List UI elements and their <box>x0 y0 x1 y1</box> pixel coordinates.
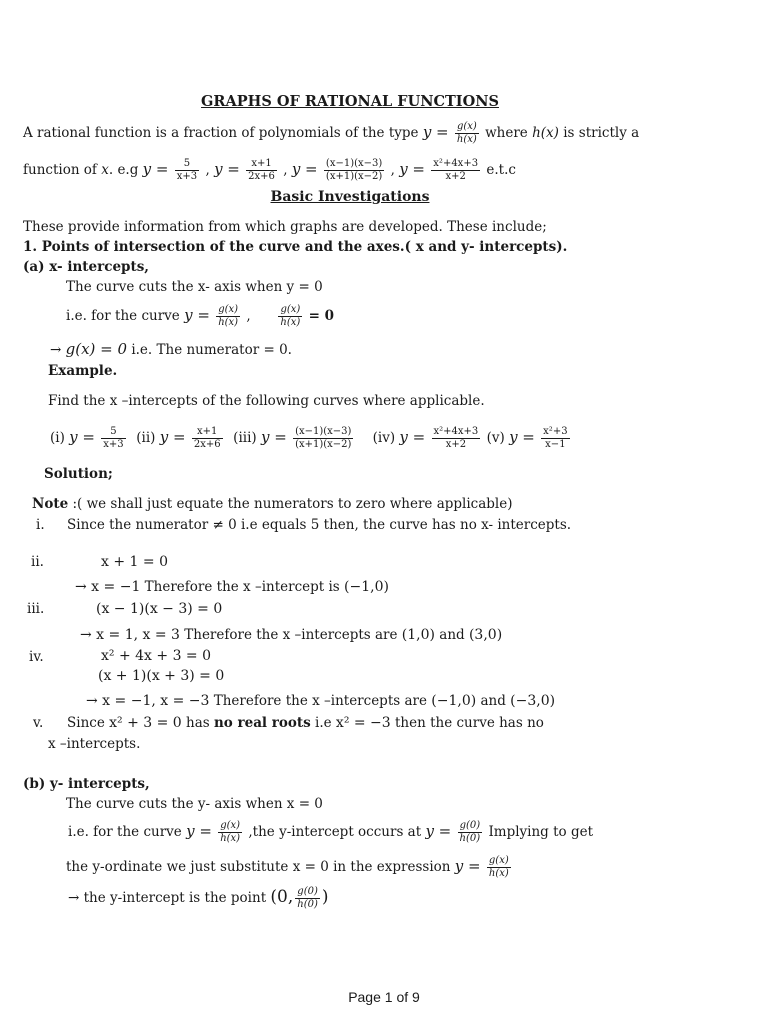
y-equals: y = <box>399 428 426 446</box>
no-real-roots: no real roots <box>213 715 311 731</box>
has-text: has <box>181 715 214 731</box>
y-equals: y = <box>260 428 287 446</box>
intercept-point: (−1,0) <box>344 579 389 595</box>
therefore-text: Therefore the x –intercepts are <box>209 693 432 709</box>
y-equals: y = <box>454 857 481 875</box>
label-i: (i) <box>50 430 65 446</box>
solution-iv-equation-1: x² + 4x + 3 = 0 <box>101 648 212 664</box>
solution-iii-number: iii. <box>27 601 45 617</box>
point-open: (0, <box>270 887 294 907</box>
solution-ii-result <box>75 578 389 596</box>
separator: , <box>390 162 395 178</box>
eg-label: . e.g <box>108 162 139 178</box>
y-intercepts-heading: (b) y- intercepts, <box>23 776 150 792</box>
y-equals: y = <box>186 822 212 840</box>
numerator-zero-line <box>50 340 292 359</box>
example-fraction-2: $\frac{x+1}{2x+6}$ <box>248 158 275 182</box>
example-y-equals: y = <box>214 160 240 178</box>
point-close: ) <box>321 887 329 907</box>
point-1-heading: 1. Points of intersection of the curve and the axes.( x and y- intercepts). <box>23 239 568 255</box>
solution-i-number: i. <box>36 517 45 533</box>
page-title: GRAPHS OF RATIONAL FUNCTIONS <box>201 93 499 110</box>
curve-fraction-iii: $\frac{(x-1)(x-3)}{(x+1)(x-2)}$ <box>295 426 352 450</box>
intercept-point: (3,0) <box>468 627 503 643</box>
solution-iv-result <box>86 692 555 710</box>
solution-iv-equation-2: (x + 1)(x + 3) = 0 <box>98 668 225 684</box>
intercept-point: (−1,0) <box>431 693 477 709</box>
solution-v-continuation: x –intercepts. <box>48 736 141 752</box>
gx-over-hx-fraction: $\frac{g(x)}{h(x)}$ <box>488 855 509 879</box>
solution-iii-value: → x = 1, x = 3 <box>80 627 180 643</box>
example-curves-row <box>50 426 572 451</box>
intercept-point: (−3,0) <box>510 693 556 709</box>
label-ii: (ii) <box>136 430 156 446</box>
example-fraction-1: $\frac{5}{x+3}$ <box>176 158 198 182</box>
label-iii: (iii) <box>233 430 257 446</box>
ie-text: i.e <box>310 715 336 731</box>
example-label: Example. <box>48 363 118 379</box>
solution-i-text: Since the numerator ≠ 0 i.e equals 5 then, the curve has no x- intercepts. <box>67 517 572 533</box>
y-equals: y = <box>69 428 95 446</box>
intro-strictly: is strictly a <box>563 125 640 141</box>
x-symbol: x <box>101 162 109 178</box>
page-number: Page 1 of 9 <box>348 989 420 1005</box>
solution-iv-value: → x = −1, x = −3 <box>86 693 210 709</box>
gx-over-hx-fraction: $\frac{g(x)}{h(x)}$ <box>280 304 301 328</box>
g0-over-h0-fraction: $\frac{g(0)}{h(0)}$ <box>297 886 318 910</box>
substitute-text: the y-ordinate we just substitute x = 0 in the expression <box>66 859 451 875</box>
y-equals: y = <box>159 428 186 446</box>
gx-equals-zero: g(x) = 0 <box>65 340 128 358</box>
gx-over-hx-fraction: $\frac{g(x)}{h(x)}$ <box>456 121 477 145</box>
y-intercept-point-line <box>68 886 329 911</box>
x-intercept-rule: The curve cuts the x- axis when y = 0 <box>66 279 323 295</box>
curve-fraction-i: $\frac{5}{x+3}$ <box>103 426 124 450</box>
example-fraction-3: $\frac{(x-1)(x-3)}{(x+1)(x-2)}$ <box>325 158 383 182</box>
intro-line-1 <box>23 121 639 146</box>
curve-fraction-v: $\frac{\text{x²+3}}{x-1}$ <box>543 426 568 450</box>
solution-v-text <box>67 714 544 732</box>
v-equation-2: x² = −3 <box>335 715 391 731</box>
y-equals: y = <box>422 123 449 141</box>
equals-zero: = 0 <box>308 308 335 324</box>
solution-ii-value: → x = −1 <box>75 579 141 595</box>
example-y-equals: y = <box>291 160 318 178</box>
example-y-equals: y = <box>142 160 169 178</box>
curve-fraction-iv: $\frac{\text{x²+4x+3}}{x+2}$ <box>433 426 479 450</box>
solution-iii-equation: (x − 1)(x − 3) = 0 <box>96 601 223 617</box>
solution-label: Solution; <box>44 466 113 482</box>
arrow-icon: → <box>50 342 62 358</box>
comma: , <box>246 308 251 324</box>
note-text: :( we shall just equate the numerators to zero where applicable) <box>68 496 513 512</box>
y-intercept-occurs-text: ,the y-intercept occurs at <box>248 824 422 840</box>
intro-where: where <box>485 125 528 141</box>
y-equals: y = <box>509 428 535 446</box>
solution-iv-number: iv. <box>29 649 44 665</box>
and-text: and <box>435 627 469 643</box>
find-instruction: Find the x –intercepts of the following curves where applicable. <box>48 393 485 409</box>
intro-text-2: function of <box>23 162 97 178</box>
note-label: Note <box>32 496 69 512</box>
intercept-point: (1,0) <box>401 627 435 643</box>
separator: , <box>283 162 288 178</box>
y-intercept-rule: The curve cuts the y- axis when x = 0 <box>66 796 323 812</box>
numerator-text: i.e. The numerator = 0. <box>131 342 292 358</box>
y-equals: y = <box>425 822 452 840</box>
y-intercept-curve-line <box>68 820 593 845</box>
label-iv: (iv) <box>372 430 396 446</box>
x-intercept-curve-line <box>66 304 334 329</box>
and-text: and <box>476 693 511 709</box>
ie-label: i.e. for the curve <box>66 308 180 324</box>
x-intercepts-heading: (a) x- intercepts, <box>23 259 150 275</box>
curve-fraction-ii: $\frac{x+1}{2x+6}$ <box>193 426 221 450</box>
hx-symbol: h(x) <box>532 125 559 141</box>
note-line <box>32 495 513 513</box>
intro-line-2 <box>23 158 516 183</box>
solution-iii-result <box>80 626 502 644</box>
therefore-text: Therefore the x –intercept is <box>140 579 345 595</box>
basic-investigations-heading: Basic Investigations <box>270 189 430 205</box>
ie-label: i.e. for the curve <box>68 824 182 840</box>
g0-over-h0-fraction: $\frac{g(0)}{h(0)}$ <box>459 820 481 844</box>
solution-v-number: v. <box>33 715 44 731</box>
y-ordinate-line <box>66 855 513 880</box>
example-fraction-4: $\frac{\text{x²+4x+3}}{x+2}$ <box>433 158 479 182</box>
implying-text: Implying to get <box>488 824 594 840</box>
gx-over-hx-fraction: $\frac{g(x)}{h(x)}$ <box>220 820 241 844</box>
etc-label: e.t.c <box>486 162 516 178</box>
therefore-text: Therefore the x –intercepts are <box>179 627 402 643</box>
solution-ii-equation: x + 1 = 0 <box>101 554 168 570</box>
basic-description: These provide information from which graphs are developed. These include; <box>23 219 547 235</box>
then-text: then the curve has no <box>390 715 544 731</box>
since-text: Since <box>67 715 110 731</box>
example-y-equals: y = <box>399 160 425 178</box>
y-equals: y = <box>184 306 210 324</box>
label-v: (v) <box>486 430 505 446</box>
v-equation: x² + 3 = 0 <box>109 715 182 731</box>
solution-ii-number: ii. <box>31 554 44 570</box>
separator: , <box>205 162 210 178</box>
y-intercept-point-text: → the y-intercept is the point <box>68 890 267 906</box>
intro-text-1: A rational function is a fraction of polynomials of the type <box>23 125 419 141</box>
gx-over-hx-fraction: $\frac{g(x)}{h(x)}$ <box>218 304 239 328</box>
